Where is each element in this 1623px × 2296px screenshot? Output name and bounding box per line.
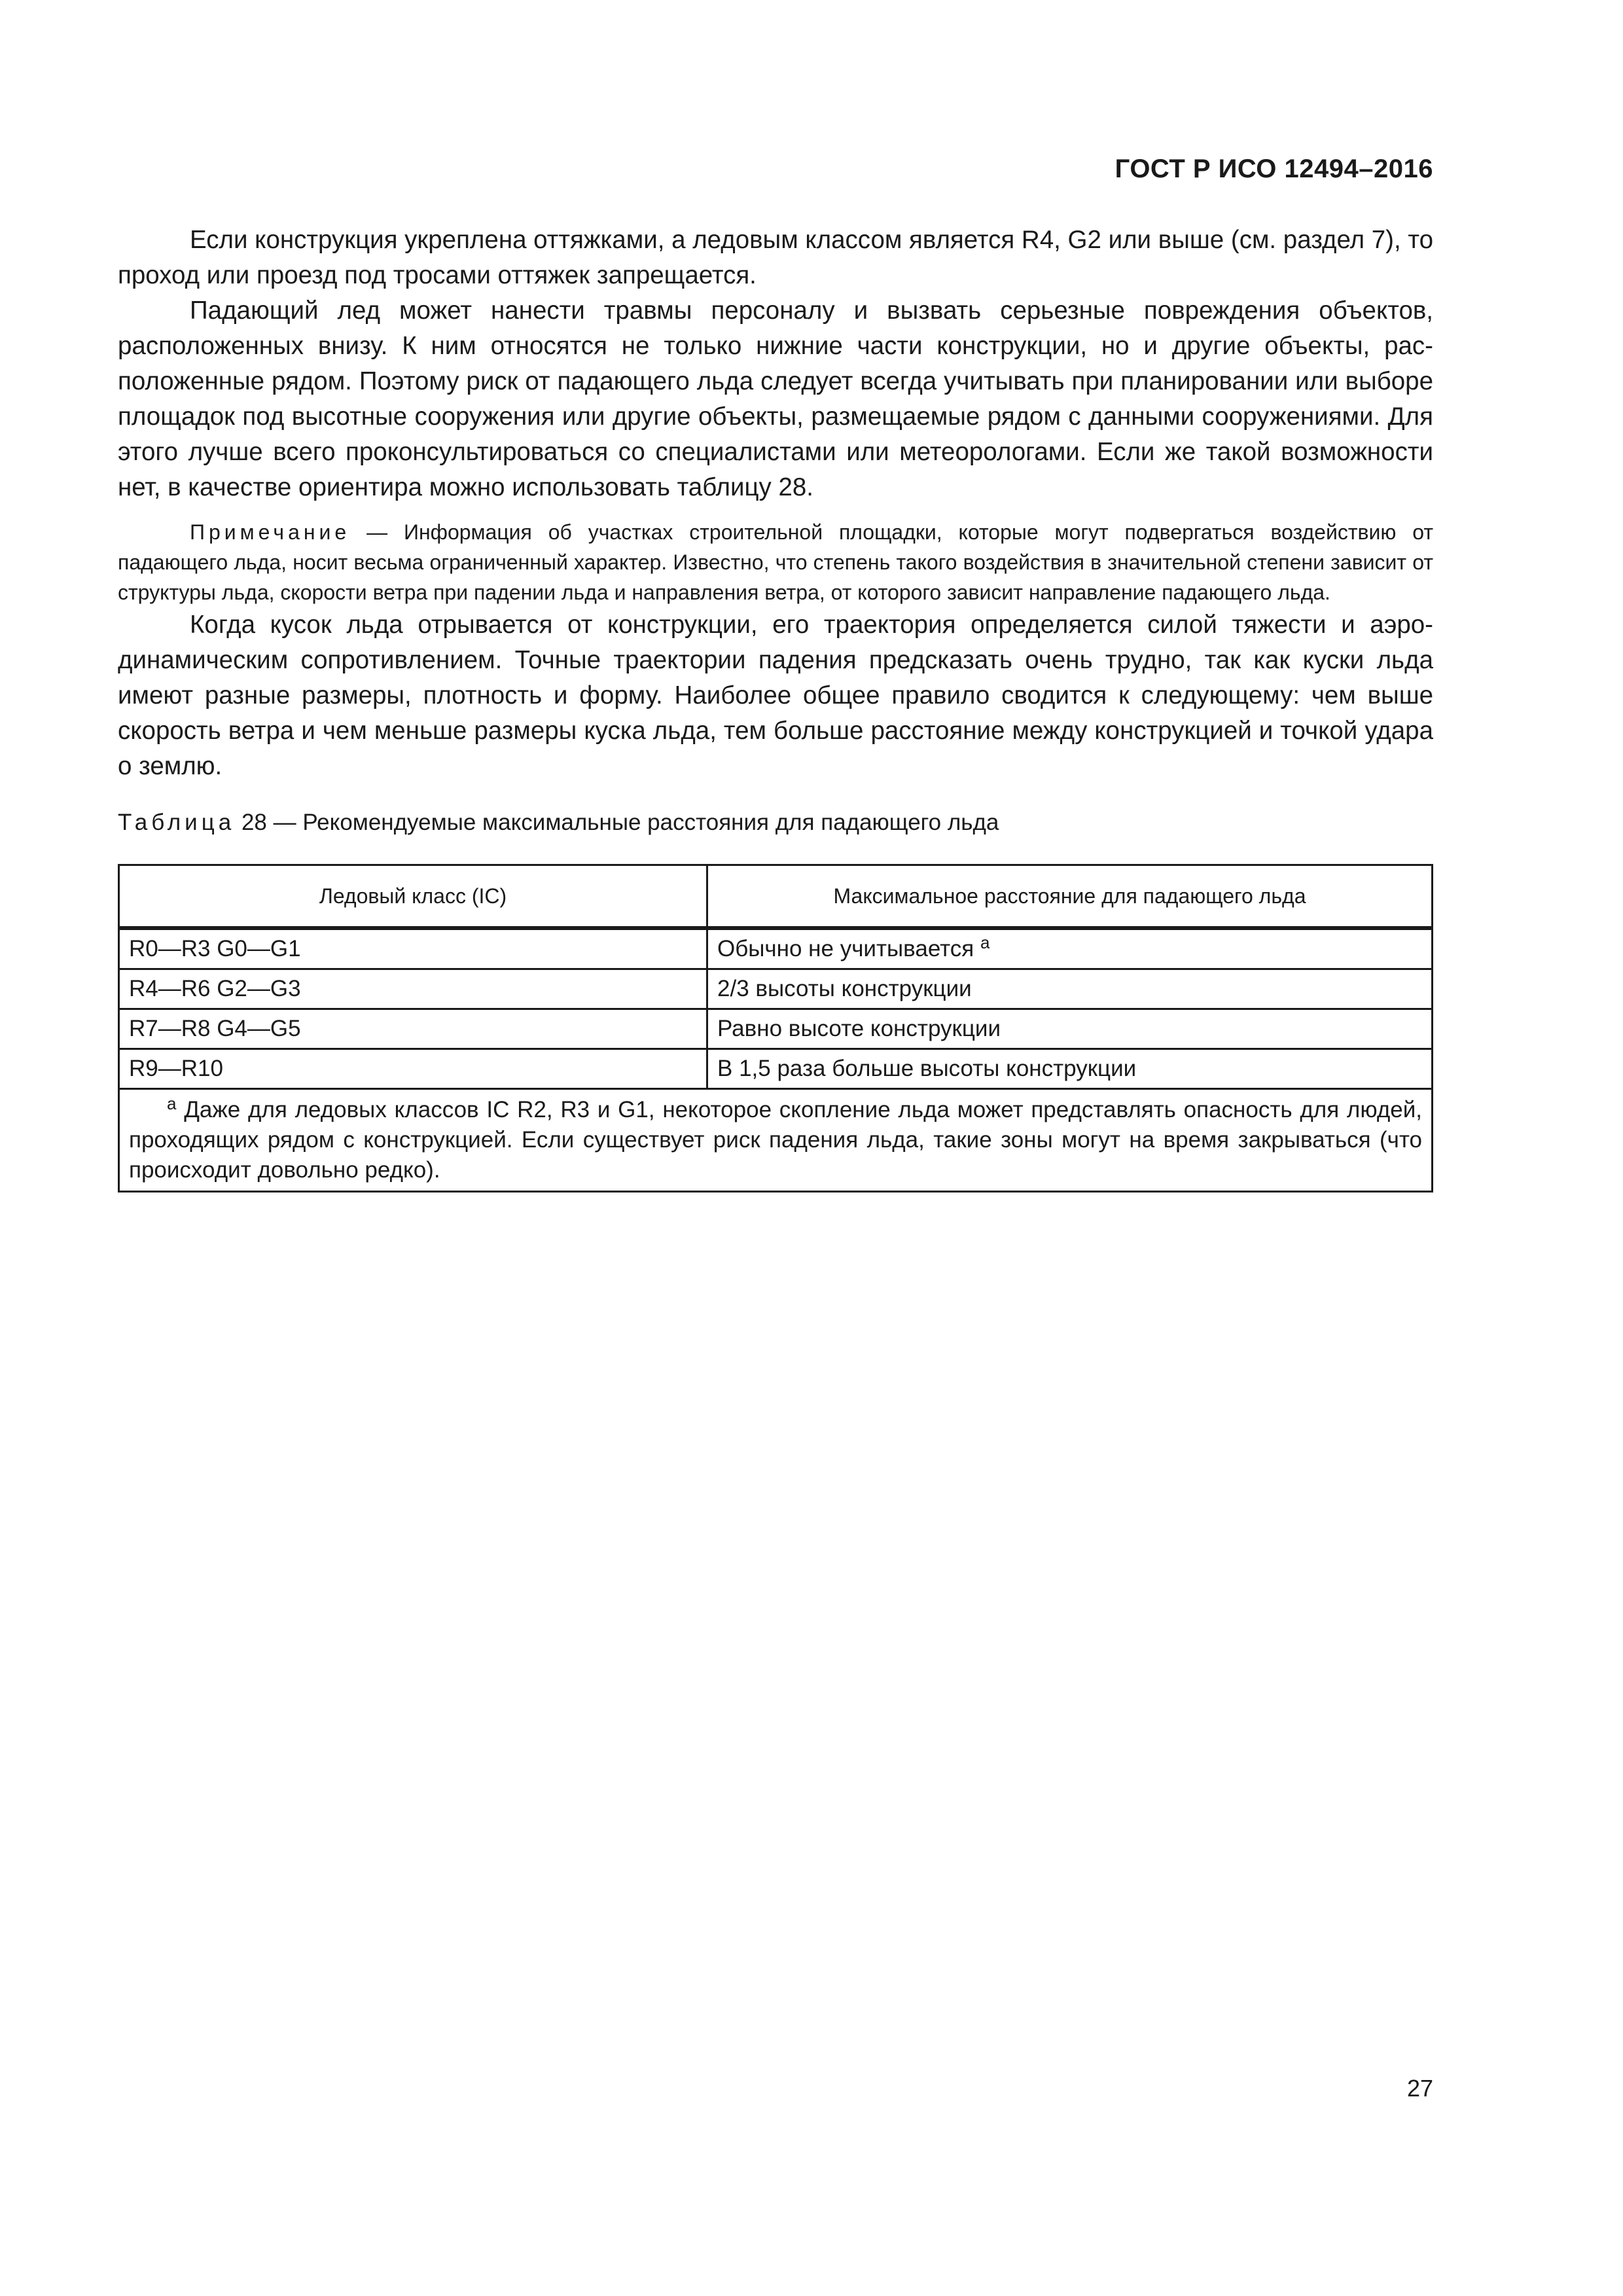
ice-class-cell: R0—R3 G0—G1 <box>119 928 707 969</box>
note-text: — Информация об участках строительной площадки, которые могут подвергаться воздействию от падающего льда, носит весьма ограниченный характер. Известно, что степень такого воздействия в значительной степени зависит от структуры льда, скорости ветра при падении льда и направления ветра, от которого зависит направление падающего льда. <box>118 520 1433 604</box>
paragraph-falling-ice-risk: Падающий лед может нанести травмы персоналу и вызвать серьезные повреждения объектов, расположенных внизу. К ним относятся не только нижние части конструкции, но и другие объекты, расположенные рядом. Поэтому риск от падающего льда следует всегда учитывать при планировании или выборе площадок под высотные сооружения или другие объекты, размещаемые рядом с данными сооружениями. Для этого лучше всего проконсультироваться со специалистами или метеорологами. Если же такой возможности нет, в качестве ориентира можно использовать таблицу 28. <box>118 296 1433 501</box>
table-row <box>119 1049 1433 1089</box>
table-row <box>119 969 1433 1009</box>
footnote-marker: а <box>167 1094 177 1113</box>
ice-class-cell: R4—R6 G2—G3 <box>119 969 707 1009</box>
paragraph-guyed-structure: Если конструкция укреплена оттяжками, а ледовым классом является R4, G2 или выше (см. раздел 7), то проход или проезд под тросами оттяжек запрещается. <box>118 226 1433 289</box>
distance-cell: 2/3 высоты конструкции <box>707 969 1433 1009</box>
table-row <box>119 928 1433 969</box>
page-content <box>118 223 1433 1193</box>
distance-cell: Равно высоте конструкции <box>707 1009 1433 1049</box>
page-number: 27 <box>1406 2075 1433 2102</box>
distance-cell: В 1,5 раза больше высоты конструкции <box>707 1049 1433 1089</box>
note-label: Примечание <box>190 520 351 544</box>
distance-cell-text: Обычно не учитывается <box>717 936 980 961</box>
ice-class-cell: R9—R10 <box>119 1049 707 1089</box>
note <box>118 517 1433 607</box>
header-ice-class: Ледовый класс (IC) <box>119 865 707 929</box>
table-footnote-row <box>119 1089 1433 1192</box>
table-caption-label: Таблица <box>118 810 236 835</box>
falling-ice-distance-table <box>118 864 1433 1193</box>
table-header-row <box>119 865 1433 929</box>
table-row <box>119 1009 1433 1049</box>
footnote-text: Даже для ледовых классов IC R2, R3 и G1, некоторое скопление льда может представлять опасность для людей, проходящих рядом с конструкцией. Если существует риск падения льда, такие зоны могут на время закрываться (что происходит довольно редко). <box>129 1097 1422 1183</box>
header-max-distance: Максимальное расстояние для падающего льда <box>707 865 1433 929</box>
table-caption-text: 28 — Рекомендуемые максимальные расстояния для падающего льда <box>235 810 999 835</box>
table-caption <box>118 806 1433 839</box>
table-footnote <box>119 1089 1433 1192</box>
ice-class-cell: R7—R8 G4—G5 <box>119 1009 707 1049</box>
distance-cell <box>707 928 1433 969</box>
footnote-ref: а <box>980 933 990 952</box>
document-header: ГОСТ Р ИСО 12494–2016 <box>1115 154 1433 183</box>
paragraph-ice-trajectory: Когда кусок льда отрывается от конструкции, его траектория определяется силой тяжести и аэродинамическим сопротивлением. Точные траектории падения предсказать очень трудно, так как куски льда имеют разные размеры, плотность и форму. Наиболее общее правило сводится к следующему: чем выше скорость ветра и чем меньше размеры куска льда, тем больше расстояние между конструкцией и точкой удара о землю. <box>118 611 1433 780</box>
